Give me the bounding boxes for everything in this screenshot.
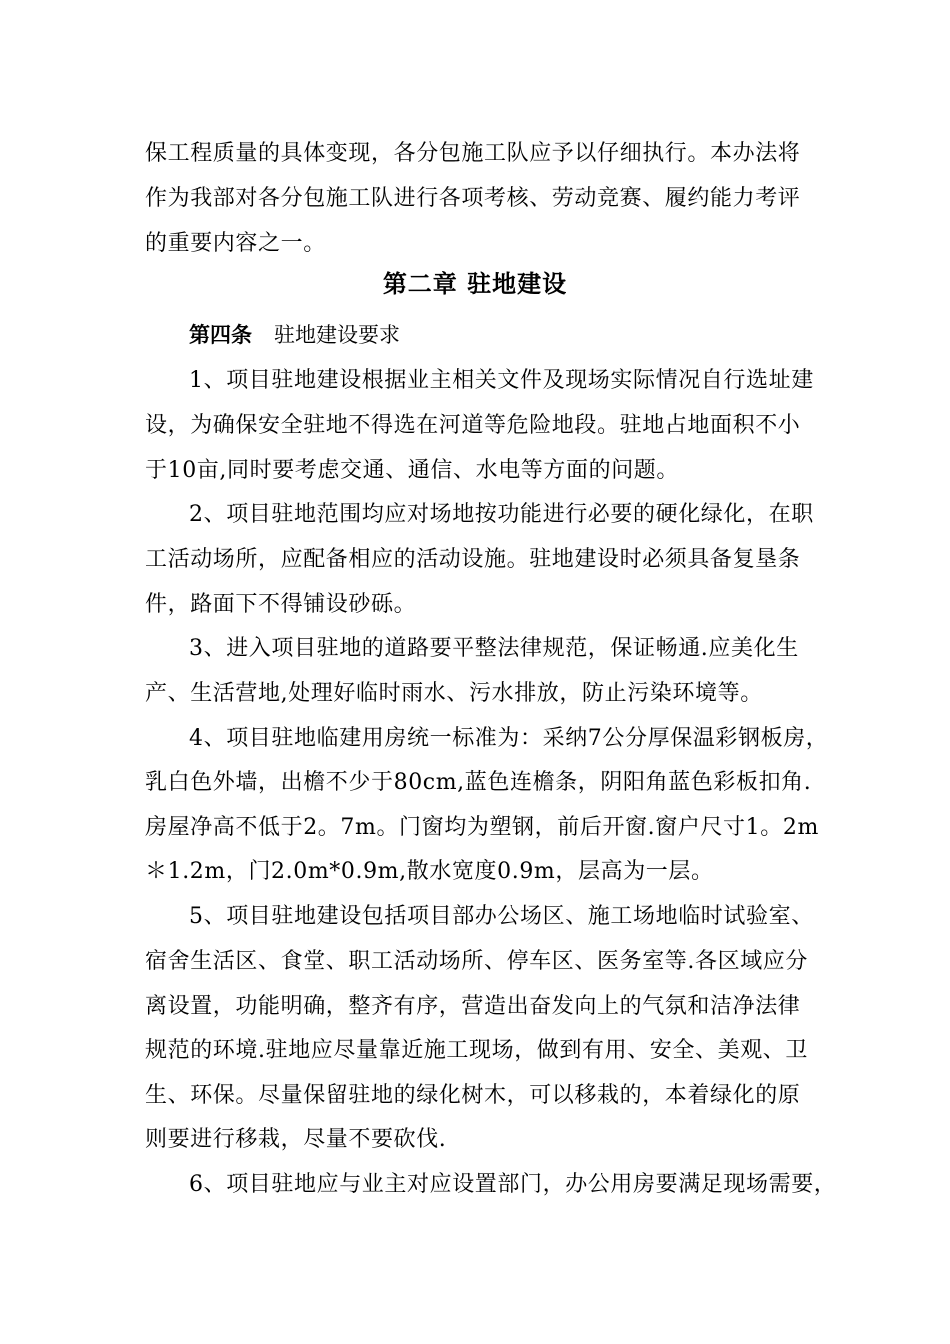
paragraph-line: 则要进行移栽，尽量不要砍伐. xyxy=(145,1127,447,1152)
paragraph-line: 生、环保。尽量保留驻地的绿化树木，可以移栽的，本着绿化的原 xyxy=(145,1083,801,1108)
chapter-heading: 第二章 驻地建设 xyxy=(382,270,568,298)
paragraph-line: 2、项目驻地范围均应对场地按功能进行必要的硬化绿化，在职 xyxy=(189,502,814,527)
paragraph-line: 5、项目驻地建设包括项目部办公场区、施工场地临时试验室、 xyxy=(189,904,814,929)
paragraph-line: 1、项目驻地建设根据业主相关文件及现场实际情况自行选址建 xyxy=(189,368,814,393)
paragraph-line: 件，路面下不得铺设砂砾。 xyxy=(145,592,417,617)
intro-line: 保工程质量的具体变现，各分包施工队应予以仔细执行。本办法将 xyxy=(145,141,801,166)
intro-line: 的重要内容之一。 xyxy=(145,231,326,256)
paragraph-line: 3、进入项目驻地的道路要平整法律规范，保证畅通.应美化生 xyxy=(189,636,799,661)
article-title: 驻地建设要求 xyxy=(274,323,400,347)
paragraph-line: 工活动场所，应配备相应的活动设施。驻地建设时必须具备复垦条 xyxy=(145,547,801,572)
paragraph-line: 房屋净高不低于2。7m。门窗均为塑钢，前后开窗.窗户尺寸1。2m xyxy=(145,815,819,840)
paragraph-line: 乳白色外墙，出檐不少于80cm,蓝色连檐条，阴阳角蓝色彩板扣角. xyxy=(145,770,812,795)
paragraph-line: 设，为确保安全驻地不得选在河道等危险地段。驻地占地面积不小 xyxy=(145,413,801,438)
paragraph-line: ＊1.2m，门2.0m*0.9m,散水宽度0.9m，层高为一层。 xyxy=(145,859,714,884)
paragraph-line: 产、生活营地,处理好临时雨水、污水排放，防止污染环境等。 xyxy=(145,681,763,706)
intro-line: 作为我部对各分包施工队进行各项考核、劳动竞赛、履约能力考评 xyxy=(145,186,801,211)
article-number: 第四条 xyxy=(189,323,252,347)
paragraph-line: 规范的环境.驻地应尽量靠近施工现场，做到有用、安全、美观、卫 xyxy=(145,1038,808,1063)
article-heading xyxy=(189,320,400,350)
paragraph-line: 4、项目驻地临建用房统一标准为：采纳7公分厚保温彩钢板房， xyxy=(189,726,829,751)
paragraph-line: 离设置，功能明确，整齐有序，营造出奋发向上的气氛和洁净法律 xyxy=(145,994,801,1019)
paragraph-line: 宿舍生活区、食堂、职工活动场所、停车区、医务室等.各区域应分 xyxy=(145,949,808,974)
paragraph-line: 于10亩,同时要考虑交通、通信、水电等方面的问题。 xyxy=(145,458,679,483)
paragraph-line: 6、项目驻地应与业主对应设置部门，办公用房要满足现场需要， xyxy=(189,1172,837,1197)
